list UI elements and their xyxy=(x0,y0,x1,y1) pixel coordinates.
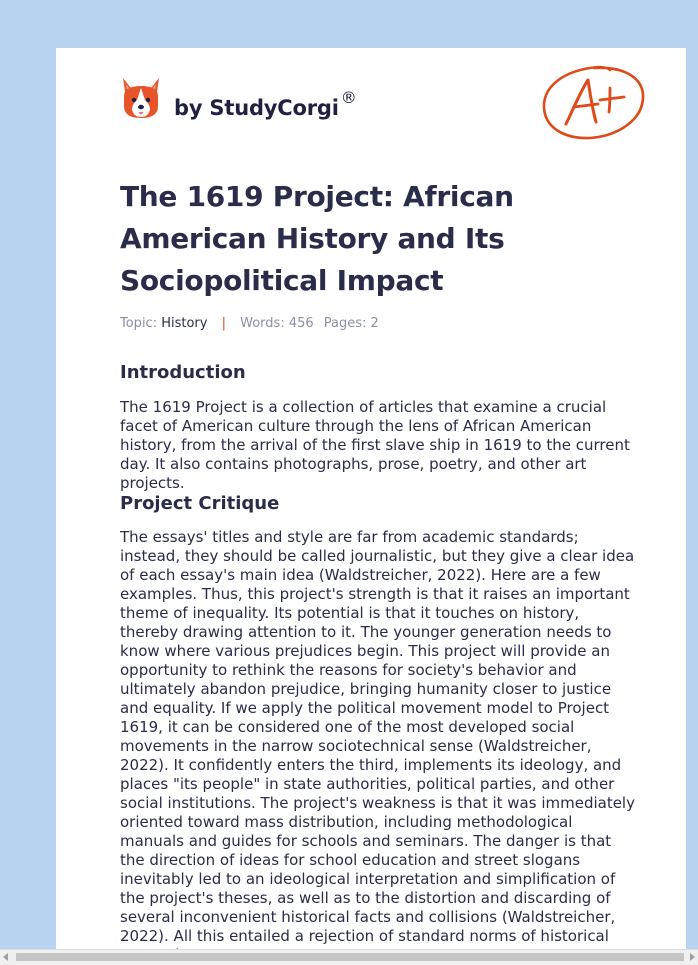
word-count: Words: 456 xyxy=(240,316,314,331)
section-heading-introduction: Introduction xyxy=(120,362,246,383)
section-heading-project-critique: Project Critique xyxy=(120,493,280,514)
brand-text: by StudyCorgi xyxy=(174,96,339,120)
grade-a-plus-icon xyxy=(538,62,648,142)
page-count: Pages: 2 xyxy=(323,316,379,331)
section-body-project-critique: The essays' titles and style are far from academic standards; instead, they should be called journalistic, but they give a clear idea of each essay's main idea (Waldstreicher, 2022). Here are a few examples. Thus, this project's strength is that it raises an important theme of inequality. Its potential is that it touches on history, thereby drawing attention to it. The younger generation needs to know where various prejudices begin. This project will provide an opportunity to rethink the reasons for society's behavior and ultimately abandon prejudice, bringing humanity closer to justice and equality. If we apply the political movement model to Project 1619, it can be considered one of the most developed social movements in the narrow sociotechnical sense (Waldstreicher, 2022). It confidently enters the third, implements its ideology, and places "its people" in state authorities, political parties, and other social institutions. The project's weakness is that it was immediately oriented toward mass distribution, including methodological manuals and guides for schools and seminars. The danger is that the direction of ideas for school education and street slogans inevitably led to an ideological interpretation and simplification of the project's theses, as well as to the distortion and discarding of several inconvenient historical facts and collisions (Waldstreicher, 2022). All this entailed a rejection of standard norms of historical xyxy=(120,528,635,945)
brand-name[interactable] xyxy=(174,88,357,120)
scrollbar-thumb[interactable] xyxy=(16,953,684,961)
page-header xyxy=(120,74,660,164)
essay-page xyxy=(56,48,686,964)
section-body-introduction: The 1619 Project is a collection of articles that examine a crucial facet of American culture through the lens of African American history, from the arrival of the first slave ship in 1619 to the current day. It also contains photographs, prose, poetry, and other art projects. xyxy=(120,398,630,492)
essay-meta xyxy=(120,314,636,334)
horizontal-scrollbar[interactable] xyxy=(0,949,698,965)
topic-link[interactable]: History xyxy=(161,316,208,331)
essay-content xyxy=(120,176,636,964)
registered-mark: ® xyxy=(340,88,357,107)
corgi-logo-icon xyxy=(120,76,162,122)
scroll-right-arrow-icon[interactable] xyxy=(690,953,695,961)
essay-title: The 1619 Project: African American History and Its Sociopolitical Impact xyxy=(120,180,514,297)
topic-label: Topic: xyxy=(120,316,158,331)
scroll-left-arrow-icon[interactable] xyxy=(3,953,8,961)
meta-separator: | xyxy=(221,316,226,331)
